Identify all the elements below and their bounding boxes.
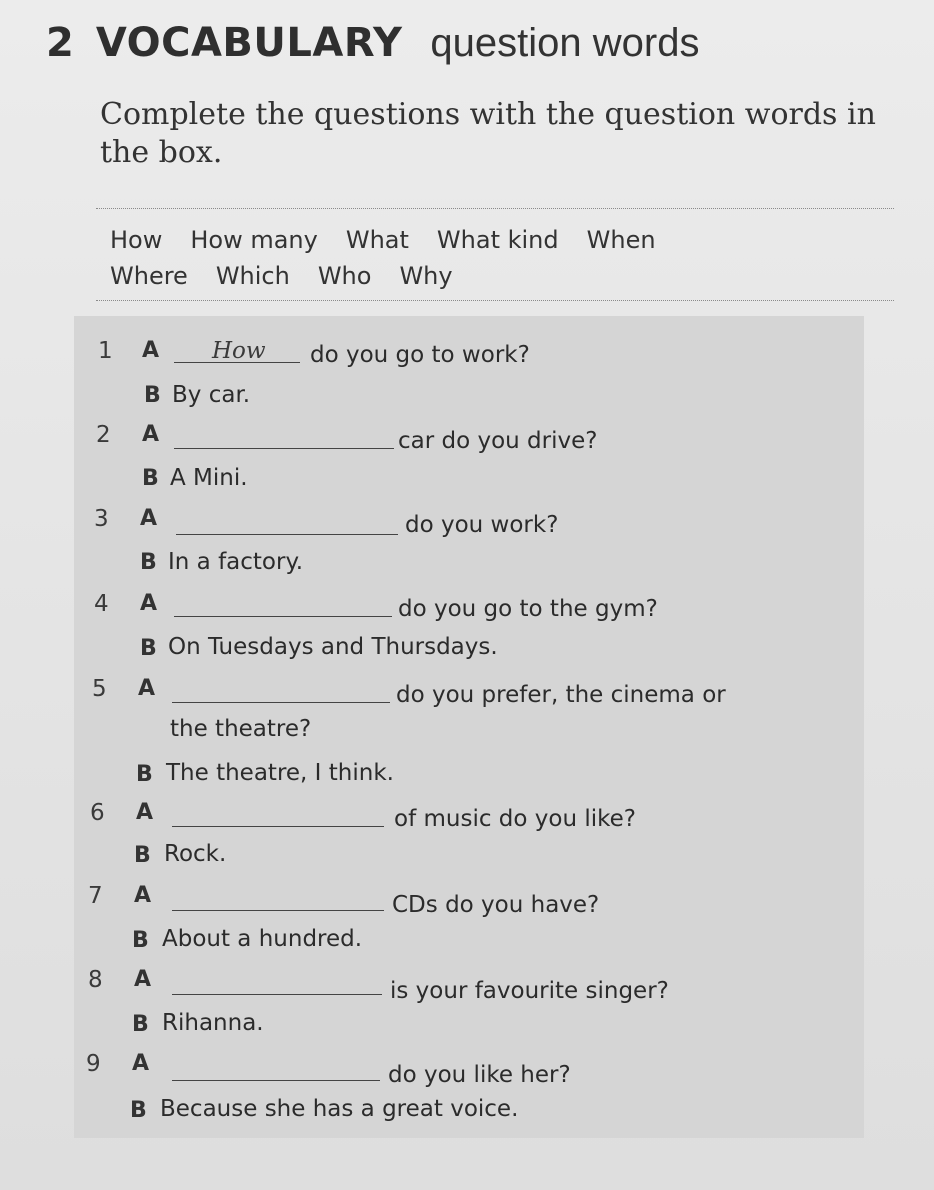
question-text: of music do you like? bbox=[394, 806, 636, 832]
speaker-b-label: B bbox=[140, 550, 157, 575]
speaker-b-label: B bbox=[134, 843, 151, 868]
question-text: do you go to the gym? bbox=[398, 596, 658, 622]
speaker-b-label: B bbox=[136, 762, 153, 787]
response-text: A Mini. bbox=[170, 465, 248, 491]
speaker-a-label: A bbox=[134, 967, 152, 992]
speaker-b-label: B bbox=[144, 383, 161, 408]
speaker-a-label: A bbox=[132, 1051, 150, 1076]
speaker-a-label: A bbox=[136, 800, 154, 825]
section-number: 2 bbox=[46, 20, 74, 66]
speaker-a-label: A bbox=[140, 591, 158, 616]
question-text: do you work? bbox=[405, 512, 559, 538]
speaker-b-label: B bbox=[132, 1012, 149, 1037]
speaker-a-label: A bbox=[134, 883, 152, 908]
question-text: do you prefer, the cinema or bbox=[396, 682, 726, 708]
word-box-item: What kind bbox=[436, 226, 559, 254]
question-text-continued: the theatre? bbox=[170, 716, 312, 742]
word-box-bottom-rule bbox=[96, 300, 894, 301]
response-text: On Tuesdays and Thursdays. bbox=[168, 634, 498, 660]
response-text: The theatre, I think. bbox=[166, 760, 394, 786]
response-text: By car. bbox=[172, 382, 251, 408]
response-text: About a hundred. bbox=[162, 926, 363, 952]
word-box-line-1 bbox=[110, 222, 810, 258]
word-box-item: Where bbox=[110, 262, 188, 290]
question-number: 4 bbox=[94, 591, 109, 617]
answer-blank[interactable] bbox=[176, 508, 398, 535]
speaker-a-label: A bbox=[142, 422, 160, 447]
response-text: In a factory. bbox=[168, 549, 304, 575]
speaker-b-label: B bbox=[132, 928, 149, 953]
speaker-b-label: B bbox=[130, 1098, 147, 1123]
answer-blank[interactable] bbox=[172, 884, 384, 911]
speaker-b-label: B bbox=[142, 466, 159, 491]
answer-blank[interactable] bbox=[174, 422, 394, 449]
answer-blank[interactable] bbox=[174, 590, 392, 617]
word-box-item: How bbox=[110, 226, 163, 254]
word-box bbox=[110, 222, 810, 294]
word-box-item: What bbox=[345, 226, 409, 254]
response-text: Rihanna. bbox=[162, 1010, 264, 1036]
question-number: 8 bbox=[88, 967, 103, 993]
word-box-item: Which bbox=[215, 262, 290, 290]
word-box-line-2 bbox=[110, 258, 810, 294]
question-number: 5 bbox=[92, 676, 107, 702]
speaker-a-label: A bbox=[138, 676, 156, 701]
response-text: Because she has a great voice. bbox=[160, 1096, 519, 1122]
speaker-b-label: B bbox=[140, 636, 157, 661]
question-number: 9 bbox=[86, 1051, 101, 1077]
answer-blank[interactable] bbox=[172, 968, 382, 995]
answer-blank[interactable] bbox=[172, 800, 384, 827]
question-text: CDs do you have? bbox=[392, 892, 600, 918]
question-number: 2 bbox=[96, 422, 111, 448]
word-box-top-rule bbox=[96, 208, 894, 209]
question-text: car do you drive? bbox=[398, 428, 598, 454]
question-text: is your favourite singer? bbox=[390, 978, 669, 1004]
instruction-text: Complete the questions with the question words in the box. bbox=[100, 97, 876, 170]
word-box-item: When bbox=[586, 226, 656, 254]
answer-blank[interactable] bbox=[172, 676, 390, 703]
question-number: 6 bbox=[90, 800, 105, 826]
speaker-a-label: A bbox=[140, 506, 158, 531]
speaker-a-label: A bbox=[142, 338, 160, 363]
word-box-item: How many bbox=[190, 226, 318, 254]
section-title: VOCABULARY bbox=[95, 20, 403, 66]
answer-blank[interactable] bbox=[172, 1054, 380, 1081]
question-text: do you go to work? bbox=[310, 342, 530, 368]
question-text: do you like her? bbox=[388, 1062, 571, 1088]
word-box-item: Who bbox=[317, 262, 372, 290]
word-box-item: Why bbox=[399, 262, 453, 290]
question-number: 7 bbox=[88, 883, 103, 909]
response-text: Rock. bbox=[164, 841, 227, 867]
section-subtitle: question words bbox=[430, 21, 700, 65]
question-number: 3 bbox=[94, 506, 109, 532]
example-answer: How bbox=[212, 338, 266, 364]
question-number: 1 bbox=[98, 338, 113, 364]
section-header bbox=[46, 20, 699, 80]
